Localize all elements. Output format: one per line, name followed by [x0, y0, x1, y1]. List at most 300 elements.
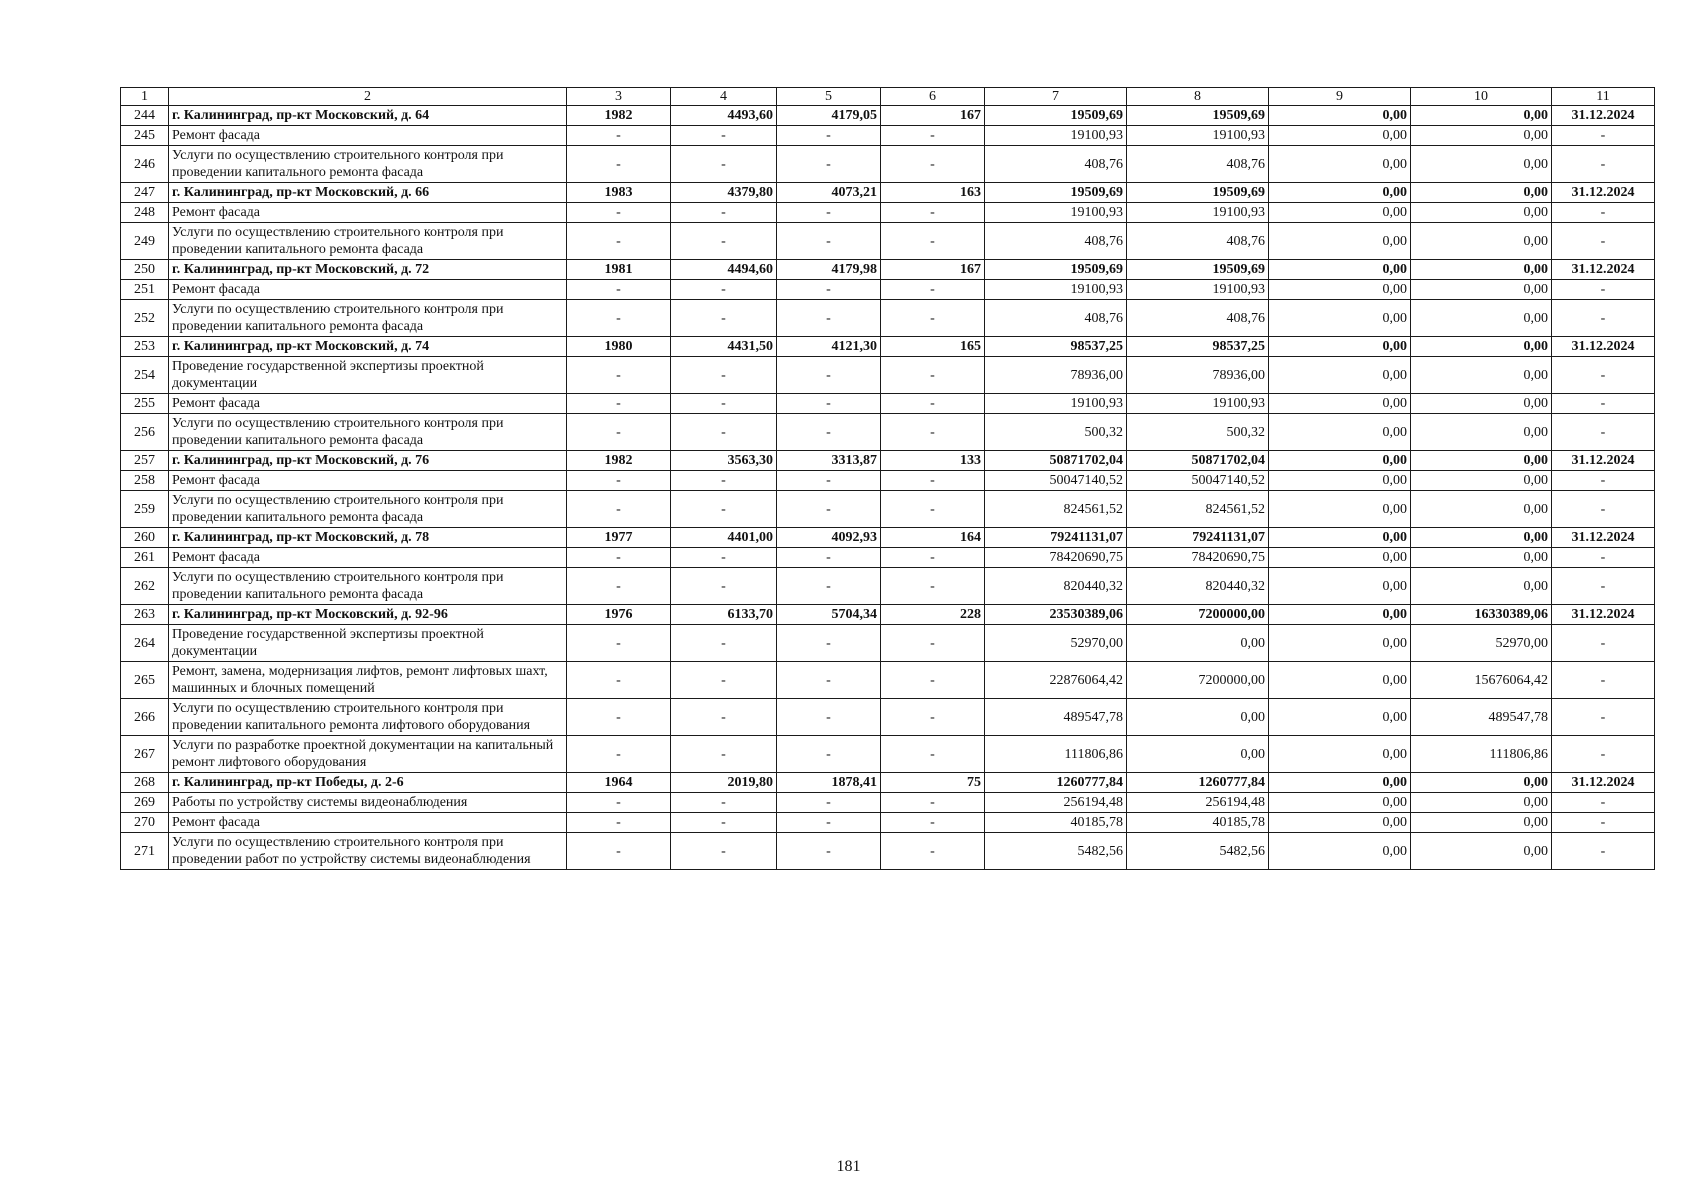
- year-built-cell: -: [567, 813, 671, 833]
- work-item-row: [121, 203, 1655, 223]
- deadline-cell: -: [1552, 568, 1655, 605]
- year-built-cell: -: [567, 793, 671, 813]
- fund-cost-cell: 824561,52: [1127, 491, 1269, 528]
- deadline-cell: -: [1552, 813, 1655, 833]
- other-cost-cell: 0,00: [1411, 528, 1552, 548]
- total-area-cell: 4494,60: [671, 260, 777, 280]
- living-area-cell: 3313,87: [777, 451, 881, 471]
- living-area-cell: -: [777, 662, 881, 699]
- deadline-cell: -: [1552, 146, 1655, 183]
- total-cost-cell: 19509,69: [985, 106, 1127, 126]
- deadline-cell: -: [1552, 491, 1655, 528]
- total-cost-cell: 820440,32: [985, 568, 1127, 605]
- living-area-cell: -: [777, 203, 881, 223]
- building-row: [121, 106, 1655, 126]
- living-area-cell: -: [777, 471, 881, 491]
- building-row: [121, 260, 1655, 280]
- item-name-cell: Услуги по осуществлению строительного контроля при проведении капитального ремонта фасада: [169, 223, 567, 260]
- item-name-cell: Услуги по осуществлению строительного контроля при проведении капитального ремонта фасада: [169, 146, 567, 183]
- building-row: [121, 773, 1655, 793]
- residents-cell: -: [881, 414, 985, 451]
- budget-cost-cell: 0,00: [1269, 223, 1411, 260]
- total-cost-cell: 19100,93: [985, 126, 1127, 146]
- row-index-cell: 261: [121, 548, 169, 568]
- living-area-cell: -: [777, 813, 881, 833]
- total-cost-cell: 78936,00: [985, 357, 1127, 394]
- other-cost-cell: 0,00: [1411, 773, 1552, 793]
- work-item-row: [121, 793, 1655, 813]
- budget-cost-cell: 0,00: [1269, 528, 1411, 548]
- deadline-cell: -: [1552, 833, 1655, 870]
- deadline-cell: 31.12.2024: [1552, 260, 1655, 280]
- other-cost-cell: 0,00: [1411, 183, 1552, 203]
- item-name-cell: г. Калининград, пр-кт Московский, д. 66: [169, 183, 567, 203]
- year-built-cell: 1976: [567, 605, 671, 625]
- other-cost-cell: 0,00: [1411, 260, 1552, 280]
- year-built-cell: -: [567, 568, 671, 605]
- living-area-cell: 4092,93: [777, 528, 881, 548]
- year-built-cell: -: [567, 146, 671, 183]
- item-name-cell: Услуги по осуществлению строительного контроля при проведении капитального ремонта фасада: [169, 300, 567, 337]
- other-cost-cell: 0,00: [1411, 146, 1552, 183]
- work-item-row: [121, 126, 1655, 146]
- fund-cost-cell: 5482,56: [1127, 833, 1269, 870]
- year-built-cell: -: [567, 699, 671, 736]
- residents-cell: -: [881, 126, 985, 146]
- total-cost-cell: 23530389,06: [985, 605, 1127, 625]
- budget-cost-cell: 0,00: [1269, 491, 1411, 528]
- budget-cost-cell: 0,00: [1269, 625, 1411, 662]
- year-built-cell: -: [567, 394, 671, 414]
- other-cost-cell: 0,00: [1411, 548, 1552, 568]
- fund-cost-cell: 820440,32: [1127, 568, 1269, 605]
- total-area-cell: 4379,80: [671, 183, 777, 203]
- item-name-cell: Ремонт фасада: [169, 126, 567, 146]
- deadline-cell: -: [1552, 223, 1655, 260]
- other-cost-cell: 0,00: [1411, 280, 1552, 300]
- deadline-cell: 31.12.2024: [1552, 451, 1655, 471]
- residents-cell: 165: [881, 337, 985, 357]
- total-area-cell: -: [671, 471, 777, 491]
- year-built-cell: -: [567, 280, 671, 300]
- residents-cell: -: [881, 471, 985, 491]
- total-area-cell: 2019,80: [671, 773, 777, 793]
- residents-cell: -: [881, 813, 985, 833]
- living-area-cell: -: [777, 625, 881, 662]
- other-cost-cell: 0,00: [1411, 106, 1552, 126]
- item-name-cell: г. Калининград, пр-кт Московский, д. 78: [169, 528, 567, 548]
- other-cost-cell: 15676064,42: [1411, 662, 1552, 699]
- total-area-cell: -: [671, 736, 777, 773]
- row-index-cell: 270: [121, 813, 169, 833]
- other-cost-cell: 0,00: [1411, 394, 1552, 414]
- fund-cost-cell: 500,32: [1127, 414, 1269, 451]
- living-area-cell: 4121,30: [777, 337, 881, 357]
- living-area-cell: 4179,05: [777, 106, 881, 126]
- budget-cost-cell: 0,00: [1269, 793, 1411, 813]
- deadline-cell: -: [1552, 394, 1655, 414]
- residents-cell: -: [881, 548, 985, 568]
- fund-cost-cell: 19100,93: [1127, 280, 1269, 300]
- other-cost-cell: 0,00: [1411, 223, 1552, 260]
- budget-cost-cell: 0,00: [1269, 451, 1411, 471]
- year-built-cell: -: [567, 300, 671, 337]
- column-header-3: 3: [567, 88, 671, 106]
- budget-cost-cell: 0,00: [1269, 106, 1411, 126]
- total-cost-cell: 19100,93: [985, 280, 1127, 300]
- residents-cell: -: [881, 203, 985, 223]
- deadline-cell: -: [1552, 625, 1655, 662]
- fund-cost-cell: 1260777,84: [1127, 773, 1269, 793]
- work-item-row: [121, 813, 1655, 833]
- other-cost-cell: 0,00: [1411, 471, 1552, 491]
- total-cost-cell: 50047140,52: [985, 471, 1127, 491]
- budget-cost-cell: 0,00: [1269, 548, 1411, 568]
- living-area-cell: -: [777, 699, 881, 736]
- year-built-cell: -: [567, 548, 671, 568]
- residents-cell: 164: [881, 528, 985, 548]
- deadline-cell: -: [1552, 662, 1655, 699]
- budget-cost-cell: 0,00: [1269, 337, 1411, 357]
- deadline-cell: -: [1552, 736, 1655, 773]
- year-built-cell: 1982: [567, 451, 671, 471]
- budget-cost-cell: 0,00: [1269, 662, 1411, 699]
- total-cost-cell: 79241131,07: [985, 528, 1127, 548]
- residents-cell: -: [881, 793, 985, 813]
- total-area-cell: -: [671, 280, 777, 300]
- item-name-cell: Ремонт фасада: [169, 280, 567, 300]
- budget-cost-cell: 0,00: [1269, 605, 1411, 625]
- column-header-11: 11: [1552, 88, 1655, 106]
- fund-cost-cell: 19100,93: [1127, 126, 1269, 146]
- budget-cost-cell: 0,00: [1269, 146, 1411, 183]
- total-cost-cell: 408,76: [985, 146, 1127, 183]
- total-cost-cell: 40185,78: [985, 813, 1127, 833]
- total-cost-cell: 19100,93: [985, 394, 1127, 414]
- budget-cost-cell: 0,00: [1269, 280, 1411, 300]
- row-index-cell: 256: [121, 414, 169, 451]
- other-cost-cell: 489547,78: [1411, 699, 1552, 736]
- total-area-cell: -: [671, 394, 777, 414]
- building-row: [121, 451, 1655, 471]
- works-table: [120, 87, 1655, 870]
- row-index-cell: 246: [121, 146, 169, 183]
- deadline-cell: -: [1552, 548, 1655, 568]
- work-item-row: [121, 662, 1655, 699]
- row-index-cell: 259: [121, 491, 169, 528]
- deadline-cell: 31.12.2024: [1552, 106, 1655, 126]
- living-area-cell: -: [777, 280, 881, 300]
- fund-cost-cell: 40185,78: [1127, 813, 1269, 833]
- year-built-cell: -: [567, 662, 671, 699]
- item-name-cell: Услуги по осуществлению строительного контроля при проведении капитального ремонта лифтового оборудования: [169, 699, 567, 736]
- fund-cost-cell: 19509,69: [1127, 106, 1269, 126]
- other-cost-cell: 0,00: [1411, 813, 1552, 833]
- row-index-cell: 268: [121, 773, 169, 793]
- year-built-cell: 1980: [567, 337, 671, 357]
- living-area-cell: 5704,34: [777, 605, 881, 625]
- total-cost-cell: 408,76: [985, 223, 1127, 260]
- total-cost-cell: 52970,00: [985, 625, 1127, 662]
- item-name-cell: Услуги по осуществлению строительного контроля при проведении капитального ремонта фасада: [169, 568, 567, 605]
- total-area-cell: 4493,60: [671, 106, 777, 126]
- other-cost-cell: 52970,00: [1411, 625, 1552, 662]
- total-area-cell: -: [671, 548, 777, 568]
- item-name-cell: Услуги по осуществлению строительного контроля при проведении капитального ремонта фасада: [169, 414, 567, 451]
- living-area-cell: -: [777, 300, 881, 337]
- total-area-cell: -: [671, 414, 777, 451]
- residents-cell: -: [881, 146, 985, 183]
- living-area-cell: -: [777, 357, 881, 394]
- residents-cell: -: [881, 662, 985, 699]
- total-cost-cell: 78420690,75: [985, 548, 1127, 568]
- total-cost-cell: 500,32: [985, 414, 1127, 451]
- residents-cell: 133: [881, 451, 985, 471]
- residents-cell: -: [881, 568, 985, 605]
- year-built-cell: 1981: [567, 260, 671, 280]
- row-index-cell: 260: [121, 528, 169, 548]
- other-cost-cell: 0,00: [1411, 357, 1552, 394]
- total-area-cell: 6133,70: [671, 605, 777, 625]
- work-item-row: [121, 625, 1655, 662]
- living-area-cell: -: [777, 736, 881, 773]
- residents-cell: -: [881, 223, 985, 260]
- building-row: [121, 605, 1655, 625]
- fund-cost-cell: 19100,93: [1127, 203, 1269, 223]
- year-built-cell: -: [567, 833, 671, 870]
- deadline-cell: -: [1552, 699, 1655, 736]
- residents-cell: -: [881, 357, 985, 394]
- living-area-cell: 1878,41: [777, 773, 881, 793]
- row-index-cell: 245: [121, 126, 169, 146]
- year-built-cell: -: [567, 491, 671, 528]
- item-name-cell: г. Калининград, пр-кт Московский, д. 76: [169, 451, 567, 471]
- living-area-cell: -: [777, 394, 881, 414]
- other-cost-cell: 0,00: [1411, 203, 1552, 223]
- item-name-cell: г. Калининград, пр-кт Московский, д. 72: [169, 260, 567, 280]
- living-area-cell: 4073,21: [777, 183, 881, 203]
- total-area-cell: 3563,30: [671, 451, 777, 471]
- budget-cost-cell: 0,00: [1269, 471, 1411, 491]
- other-cost-cell: 0,00: [1411, 414, 1552, 451]
- work-item-row: [121, 394, 1655, 414]
- fund-cost-cell: 256194,48: [1127, 793, 1269, 813]
- total-area-cell: -: [671, 813, 777, 833]
- work-item-row: [121, 471, 1655, 491]
- deadline-cell: -: [1552, 126, 1655, 146]
- budget-cost-cell: 0,00: [1269, 833, 1411, 870]
- item-name-cell: г. Калининград, пр-кт Победы, д. 2-6: [169, 773, 567, 793]
- item-name-cell: г. Калининград, пр-кт Московский, д. 74: [169, 337, 567, 357]
- work-item-row: [121, 300, 1655, 337]
- fund-cost-cell: 79241131,07: [1127, 528, 1269, 548]
- living-area-cell: -: [777, 491, 881, 528]
- total-area-cell: -: [671, 491, 777, 528]
- year-built-cell: 1982: [567, 106, 671, 126]
- fund-cost-cell: 408,76: [1127, 223, 1269, 260]
- item-name-cell: Ремонт фасада: [169, 471, 567, 491]
- column-header-1: 1: [121, 88, 169, 106]
- page-number: 181: [836, 1158, 861, 1175]
- item-name-cell: Услуги по разработке проектной документации на капитальный ремонт лифтового оборудования: [169, 736, 567, 773]
- total-area-cell: -: [671, 300, 777, 337]
- item-name-cell: Услуги по осуществлению строительного контроля при проведении капитального ремонта фасада: [169, 491, 567, 528]
- year-built-cell: -: [567, 736, 671, 773]
- row-index-cell: 269: [121, 793, 169, 813]
- work-item-row: [121, 280, 1655, 300]
- item-name-cell: Ремонт, замена, модернизация лифтов, ремонт лифтовых шахт, машинных и блочных помещений: [169, 662, 567, 699]
- residents-cell: -: [881, 394, 985, 414]
- year-built-cell: 1983: [567, 183, 671, 203]
- residents-cell: -: [881, 736, 985, 773]
- total-cost-cell: 111806,86: [985, 736, 1127, 773]
- living-area-cell: 4179,98: [777, 260, 881, 280]
- deadline-cell: 31.12.2024: [1552, 183, 1655, 203]
- item-name-cell: Работы по устройству системы видеонаблюдения: [169, 793, 567, 813]
- fund-cost-cell: 19509,69: [1127, 260, 1269, 280]
- total-cost-cell: 824561,52: [985, 491, 1127, 528]
- fund-cost-cell: 50047140,52: [1127, 471, 1269, 491]
- total-area-cell: 4401,00: [671, 528, 777, 548]
- budget-cost-cell: 0,00: [1269, 568, 1411, 605]
- residents-cell: 75: [881, 773, 985, 793]
- total-cost-cell: 19100,93: [985, 203, 1127, 223]
- column-number-header-row: [121, 88, 1655, 106]
- total-area-cell: -: [671, 625, 777, 662]
- year-built-cell: 1964: [567, 773, 671, 793]
- fund-cost-cell: 19509,69: [1127, 183, 1269, 203]
- total-cost-cell: 256194,48: [985, 793, 1127, 813]
- deadline-cell: 31.12.2024: [1552, 337, 1655, 357]
- total-area-cell: -: [671, 146, 777, 183]
- total-area-cell: -: [671, 699, 777, 736]
- residents-cell: -: [881, 300, 985, 337]
- total-area-cell: -: [671, 568, 777, 605]
- column-header-6: 6: [881, 88, 985, 106]
- residents-cell: -: [881, 833, 985, 870]
- column-header-5: 5: [777, 88, 881, 106]
- fund-cost-cell: 7200000,00: [1127, 662, 1269, 699]
- total-cost-cell: 50871702,04: [985, 451, 1127, 471]
- work-item-row: [121, 833, 1655, 870]
- year-built-cell: -: [567, 223, 671, 260]
- row-index-cell: 244: [121, 106, 169, 126]
- row-index-cell: 257: [121, 451, 169, 471]
- deadline-cell: -: [1552, 280, 1655, 300]
- row-index-cell: 247: [121, 183, 169, 203]
- budget-cost-cell: 0,00: [1269, 126, 1411, 146]
- row-index-cell: 254: [121, 357, 169, 394]
- work-item-row: [121, 699, 1655, 736]
- budget-cost-cell: 0,00: [1269, 260, 1411, 280]
- fund-cost-cell: 78936,00: [1127, 357, 1269, 394]
- residents-cell: 163: [881, 183, 985, 203]
- row-index-cell: 265: [121, 662, 169, 699]
- fund-cost-cell: 0,00: [1127, 699, 1269, 736]
- residents-cell: 167: [881, 260, 985, 280]
- item-name-cell: Ремонт фасада: [169, 548, 567, 568]
- item-name-cell: Ремонт фасада: [169, 203, 567, 223]
- column-header-7: 7: [985, 88, 1127, 106]
- row-index-cell: 266: [121, 699, 169, 736]
- item-name-cell: Проведение государственной экспертизы проектной документации: [169, 625, 567, 662]
- work-item-row: [121, 414, 1655, 451]
- other-cost-cell: 0,00: [1411, 337, 1552, 357]
- other-cost-cell: 111806,86: [1411, 736, 1552, 773]
- budget-cost-cell: 0,00: [1269, 357, 1411, 394]
- total-cost-cell: 489547,78: [985, 699, 1127, 736]
- total-cost-cell: 5482,56: [985, 833, 1127, 870]
- total-area-cell: -: [671, 833, 777, 870]
- column-header-2: 2: [169, 88, 567, 106]
- row-index-cell: 253: [121, 337, 169, 357]
- fund-cost-cell: 408,76: [1127, 300, 1269, 337]
- table-body: [121, 88, 1655, 870]
- deadline-cell: -: [1552, 793, 1655, 813]
- total-area-cell: 4431,50: [671, 337, 777, 357]
- residents-cell: 167: [881, 106, 985, 126]
- total-area-cell: -: [671, 203, 777, 223]
- total-cost-cell: 19509,69: [985, 260, 1127, 280]
- item-name-cell: Ремонт фасада: [169, 394, 567, 414]
- work-item-row: [121, 491, 1655, 528]
- total-cost-cell: 408,76: [985, 300, 1127, 337]
- budget-cost-cell: 0,00: [1269, 183, 1411, 203]
- other-cost-cell: 0,00: [1411, 300, 1552, 337]
- budget-cost-cell: 0,00: [1269, 699, 1411, 736]
- column-header-10: 10: [1411, 88, 1552, 106]
- other-cost-cell: 0,00: [1411, 491, 1552, 528]
- living-area-cell: -: [777, 414, 881, 451]
- other-cost-cell: 0,00: [1411, 793, 1552, 813]
- row-index-cell: 250: [121, 260, 169, 280]
- row-index-cell: 267: [121, 736, 169, 773]
- total-cost-cell: 1260777,84: [985, 773, 1127, 793]
- residents-cell: -: [881, 625, 985, 662]
- item-name-cell: Услуги по осуществлению строительного контроля при проведении работ по устройству системы видеонаблюдения: [169, 833, 567, 870]
- living-area-cell: -: [777, 146, 881, 183]
- year-built-cell: -: [567, 357, 671, 394]
- row-index-cell: 262: [121, 568, 169, 605]
- living-area-cell: -: [777, 568, 881, 605]
- living-area-cell: -: [777, 126, 881, 146]
- column-header-8: 8: [1127, 88, 1269, 106]
- fund-cost-cell: 408,76: [1127, 146, 1269, 183]
- fund-cost-cell: 0,00: [1127, 625, 1269, 662]
- residents-cell: 228: [881, 605, 985, 625]
- year-built-cell: -: [567, 126, 671, 146]
- work-item-row: [121, 223, 1655, 260]
- item-name-cell: Ремонт фасада: [169, 813, 567, 833]
- year-built-cell: -: [567, 414, 671, 451]
- deadline-cell: -: [1552, 471, 1655, 491]
- row-index-cell: 248: [121, 203, 169, 223]
- deadline-cell: -: [1552, 414, 1655, 451]
- residents-cell: -: [881, 491, 985, 528]
- deadline-cell: 31.12.2024: [1552, 773, 1655, 793]
- total-area-cell: -: [671, 223, 777, 260]
- budget-cost-cell: 0,00: [1269, 813, 1411, 833]
- total-area-cell: -: [671, 793, 777, 813]
- row-index-cell: 252: [121, 300, 169, 337]
- building-row: [121, 528, 1655, 548]
- total-area-cell: -: [671, 357, 777, 394]
- row-index-cell: 255: [121, 394, 169, 414]
- other-cost-cell: 0,00: [1411, 126, 1552, 146]
- residents-cell: -: [881, 699, 985, 736]
- building-row: [121, 337, 1655, 357]
- living-area-cell: -: [777, 833, 881, 870]
